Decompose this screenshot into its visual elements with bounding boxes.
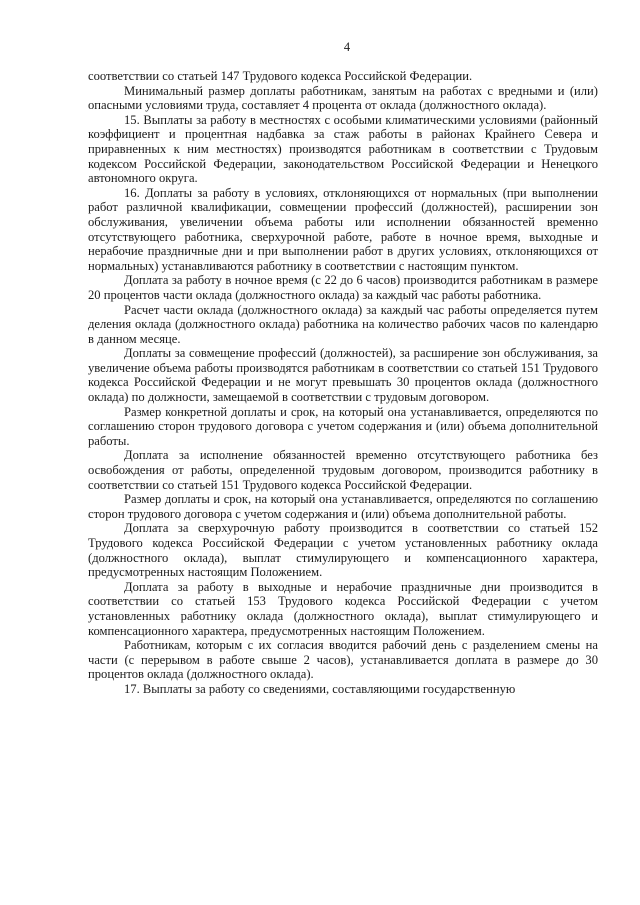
paragraph: 15. Выплаты за работу в местностях с особыми климатическими условиями (районный коэффициент и процентная надбавка за стаж работы в районах Крайнего Севера и приравненных к ним местностях) производятся работникам в соответствии с Трудовым кодексом Российской Федерации, законодательством Российской Федерации и Ненецкого автономного округа. (88, 112, 598, 186)
page-number: 4 (343, 40, 351, 54)
paragraph: Работникам, которым с их согласия вводится рабочий день с разделением смены на части (с перерывом в работе свыше 2 часов), устанавливается доплата в размере до 30 процентов оклада (должностного оклада). (88, 638, 598, 682)
document-body (88, 69, 598, 697)
paragraph: Расчет части оклада (должностного оклада) за каждый час работы определяется путем деления оклада (должностного оклада) работника на количество рабочих часов по календарю в данном месяце. (88, 302, 598, 346)
paragraph: 16. Доплаты за работу в условиях, отклоняющихся от нормальных (при выполнении работ различной квалификации, совмещении профессий (должностей), расширении зон обслуживания, увеличении объема работы или исполнении обязанностей временно отсутствующего работника, сверхурочной работе, работе в ночное время, выходные и нерабочие праздничные дни и при выполнении работ в других условиях, отклоняющихся от нормальных) устанавливаются работнику в соответствии с настоящим пунктом. (88, 185, 598, 273)
paragraph: Доплата за исполнение обязанностей временно отсутствующего работника без освобождения от работы, определенной трудовым договором, производится работнику в соответствии со статьей 151 Трудового кодекса Российской Федерации. (88, 448, 598, 492)
paragraph: Минимальный размер доплаты работникам, занятым на работах с вредными и (или) опасными условиями труда, составляет 4 процента от оклада (должностного оклада). (88, 83, 598, 113)
paragraph: Доплата за работу в ночное время (с 22 до 6 часов) производится работникам в размере 20 процентов части оклада (должностного оклада) за каждый час работы работника. (88, 273, 598, 302)
paragraph: Размер конкретной доплаты и срок, на который она устанавливается, определяются по соглашению сторон трудового договора с учетом содержания и (или) объема дополнительной работы. (88, 404, 598, 448)
paragraph: Размер доплаты и срок, на который она устанавливается, определяются по соглашению сторон трудового договора с учетом содержания и (или) объема дополнительной работы. (88, 492, 598, 521)
paragraph: Доплата за сверхурочную работу производится в соответствии со статьей 152 Трудового кодекса Российской Федерации с учетом установленных работнику оклада (должностного оклада), выплат стимулирующего и компенсационного характера, предусмотренных настоящим Положением. (88, 521, 598, 580)
paragraph: Доплата за работу в выходные и нерабочие праздничные дни производится в соответствии со статьей 153 Трудового кодекса Российской Федерации с учетом установленных работнику оклада (должностного оклада), выплат стимулирующего и компенсационного характера, предусмотренных настоящим Положением. (88, 579, 598, 638)
paragraph: Доплаты за совмещение профессий (должностей), за расширение зон обслуживания, за увеличение объема работы производятся работникам в соответствии со статьей 151 Трудового кодекса Российской Федерации и не могут превышать 30 процентов оклада (должностного оклада) по должности, замещаемой в соответствии с трудовым договором. (88, 346, 598, 405)
paragraph: соответствии со статьей 147 Трудового кодекса Российской Федерации. (88, 69, 473, 83)
paragraph: 17. Выплаты за работу со сведениями, составляющими государственную (124, 681, 516, 696)
